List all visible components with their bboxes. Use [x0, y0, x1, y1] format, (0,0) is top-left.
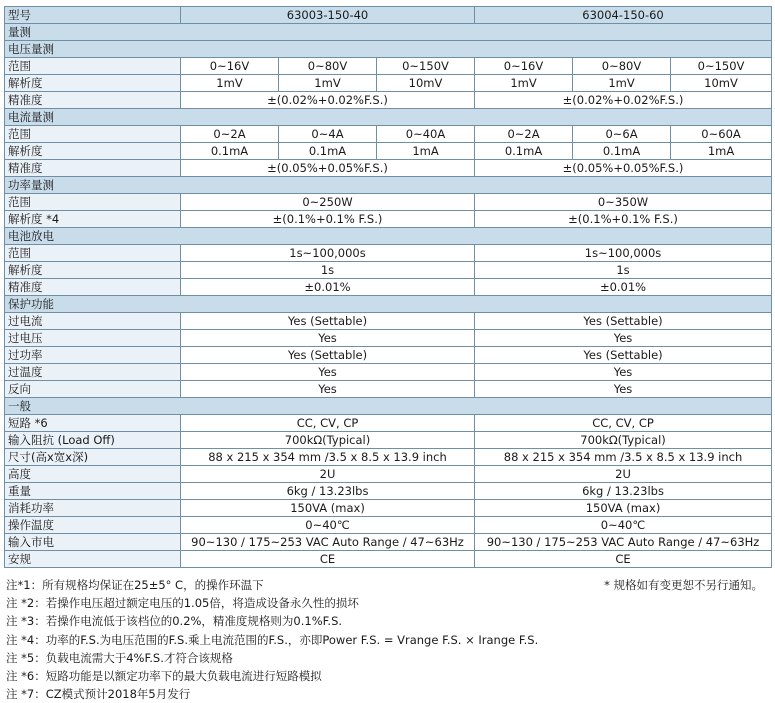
spec-value: 0.1mA [279, 143, 377, 160]
spec-value: 1mV [475, 75, 573, 92]
table-header-row [5, 7, 772, 24]
row-label: 范围 [5, 126, 181, 143]
table-row [5, 211, 772, 228]
spec-value: 1mA [377, 143, 475, 160]
row-label: 范围 [5, 58, 181, 75]
spec-value: 2U [181, 466, 475, 483]
spec-value: Yes (Settable) [181, 313, 475, 330]
spec-value: 0.1mA [573, 143, 671, 160]
spec-value: 1mA [671, 143, 772, 160]
spec-value: 150VA (max) [181, 500, 475, 517]
spec-value: 10mV [671, 75, 772, 92]
footnote: 注 *3：若操作电流低于该档位的0.2%，精准度规格则为0.1%F.S. [6, 614, 343, 629]
row-label: 解析度 *4 [5, 211, 181, 228]
footnote: 注 *4：功率的F.S.为电压范围的F.S.乘上电流范围的F.S.，亦即Power F.S. = Vrange F.S. × Irange F.S. [6, 632, 539, 647]
disclaimer: * 规格如有变更恕不另行通知。 [604, 578, 763, 592]
header-label: 型号 [5, 7, 181, 24]
spec-value: 90~130 / 175~253 VAC Auto Range / 47~63Hz [181, 534, 475, 551]
table-row [5, 364, 772, 381]
section-title: 量测 [5, 24, 772, 41]
section-row [5, 24, 772, 41]
table-row [5, 279, 772, 296]
table-row [5, 262, 772, 279]
row-label: 输入市电 [5, 534, 181, 551]
section-row [5, 398, 772, 415]
section-title: 电池放电 [5, 228, 772, 245]
spec-value: 1s [181, 262, 475, 279]
footnote: 注*1：所有规格均保证在25±5° C，的操作环温下 [6, 578, 264, 592]
table-row [5, 143, 772, 160]
table-row [5, 466, 772, 483]
spec-value: ±(0.1%+0.1% F.S.) [475, 211, 772, 228]
spec-value: 1mV [181, 75, 279, 92]
table-row [5, 58, 772, 75]
spec-value: CE [475, 551, 772, 568]
table-row [5, 347, 772, 364]
spec-value: 1s [475, 262, 772, 279]
section-title: 电压量测 [5, 41, 772, 58]
row-label: 高度 [5, 466, 181, 483]
row-label: 安规 [5, 551, 181, 568]
spec-value: 1mV [573, 75, 671, 92]
spec-value: ±(0.02%+0.02%F.S.) [181, 92, 475, 109]
section-title: 一般 [5, 398, 772, 415]
table-row [5, 534, 772, 551]
spec-value: 88 x 215 x 354 mm /3.5 x 8.5 x 13.9 inch [181, 449, 475, 466]
section-row [5, 109, 772, 126]
table-row [5, 330, 772, 347]
table-row [5, 483, 772, 500]
spec-value: CC, CV, CP [475, 415, 772, 432]
spec-value: 1s~100,000s [475, 245, 772, 262]
row-label: 精准度 [5, 279, 181, 296]
spec-value: 0~150V [377, 58, 475, 75]
spec-value: 150VA (max) [475, 500, 772, 517]
spec-value: ±0.01% [181, 279, 475, 296]
table-row [5, 313, 772, 330]
table-row [5, 500, 772, 517]
spec-value: 0~40℃ [181, 517, 475, 534]
table-row [5, 381, 772, 398]
spec-value: Yes [475, 330, 772, 347]
spec-value: 6kg / 13.23lbs [475, 483, 772, 500]
spec-value: 0~80V [279, 58, 377, 75]
spec-value: 88 x 215 x 354 mm /3.5 x 8.5 x 13.9 inch [475, 449, 772, 466]
spec-value: CE [181, 551, 475, 568]
row-label: 范围 [5, 194, 181, 211]
spec-value: 700kΩ(Typical) [181, 432, 475, 449]
spec-value: 700kΩ(Typical) [475, 432, 772, 449]
spec-value: 1s~100,000s [181, 245, 475, 262]
row-label: 输入阻抗 (Load Off) [5, 432, 181, 449]
spec-value: Yes (Settable) [475, 347, 772, 364]
table-row [5, 415, 772, 432]
spec-value: 0~150V [671, 58, 772, 75]
row-label: 消耗功率 [5, 500, 181, 517]
spec-value: 0~350W [475, 194, 772, 211]
footnote: 注 *7：CZ模式预计2018年5月发行 [6, 687, 191, 702]
table-row [5, 75, 772, 92]
spec-value: Yes [475, 381, 772, 398]
spec-value: ±(0.02%+0.02%F.S.) [475, 92, 772, 109]
table-row [5, 517, 772, 534]
row-label: 操作温度 [5, 517, 181, 534]
row-label: 反向 [5, 381, 181, 398]
spec-value: ±0.01% [475, 279, 772, 296]
spec-value: 0~2A [181, 126, 279, 143]
spec-value: CC, CV, CP [181, 415, 475, 432]
spec-value: 0~40℃ [475, 517, 772, 534]
row-label: 精准度 [5, 92, 181, 109]
row-label: 精准度 [5, 160, 181, 177]
spec-value: 0~6A [573, 126, 671, 143]
spec-value: 6kg / 13.23lbs [181, 483, 475, 500]
table-row [5, 432, 772, 449]
table-row [5, 245, 772, 262]
footnote: 注 *5：负载电流需大于4%F.S.才符合该规格 [6, 650, 233, 665]
row-label: 过功率 [5, 347, 181, 364]
table-row [5, 160, 772, 177]
table-row [5, 449, 772, 466]
spec-value: 0~80V [573, 58, 671, 75]
model-name-2: 63004-150-60 [475, 7, 772, 24]
spec-value: 0~16V [475, 58, 573, 75]
model-name-1: 63003-150-40 [181, 7, 475, 24]
spec-value: Yes [181, 381, 475, 398]
table-row [5, 194, 772, 211]
section-title: 保护功能 [5, 296, 772, 313]
spec-value: 90~130 / 175~253 VAC Auto Range / 47~63Hz [475, 534, 772, 551]
footnote: 注 *6：短路功能是以额定功率下的最大负载电流进行短路模拟 [6, 669, 322, 684]
spec-value: 0~16V [181, 58, 279, 75]
row-label: 范围 [5, 245, 181, 262]
table-row [5, 551, 772, 568]
spec-value: 0~2A [475, 126, 573, 143]
spec-value: Yes [475, 364, 772, 381]
row-label: 解析度 [5, 75, 181, 92]
spec-value: 0~60A [671, 126, 772, 143]
section-row [5, 228, 772, 245]
table-row [5, 92, 772, 109]
spec-value: 1mV [279, 75, 377, 92]
section-row [5, 41, 772, 58]
section-row [5, 177, 772, 194]
table-row [5, 126, 772, 143]
spec-value: 0~250W [181, 194, 475, 211]
section-title: 功率量测 [5, 177, 772, 194]
row-label: 重量 [5, 483, 181, 500]
spec-value: 0~4A [279, 126, 377, 143]
spec-table-body [5, 7, 772, 568]
row-label: 解析度 [5, 143, 181, 160]
spec-value: ±(0.05%+0.05%F.S.) [475, 160, 772, 177]
spec-value: Yes (Settable) [475, 313, 772, 330]
row-label: 过温度 [5, 364, 181, 381]
footnote: 注 *2：若操作电压超过额定电压的1.05倍，将造成设备永久性的损坏 [6, 596, 359, 611]
section-row [5, 296, 772, 313]
spec-value: 10mV [377, 75, 475, 92]
spec-value: Yes [181, 330, 475, 347]
spec-value: 0.1mA [181, 143, 279, 160]
row-label: 短路 *6 [5, 415, 181, 432]
row-label: 解析度 [5, 262, 181, 279]
spec-value: 0.1mA [475, 143, 573, 160]
row-label: 过电流 [5, 313, 181, 330]
spec-value: 2U [475, 466, 772, 483]
spec-value: Yes [181, 364, 475, 381]
spec-value: Yes (Settable) [181, 347, 475, 364]
spec-value: ±(0.1%+0.1% F.S.) [181, 211, 475, 228]
row-label: 过电压 [5, 330, 181, 347]
section-title: 电流量测 [5, 109, 772, 126]
footnotes [6, 576, 769, 703]
spec-value: ±(0.05%+0.05%F.S.) [181, 160, 475, 177]
row-label: 尺寸(高x宽x深) [5, 449, 181, 466]
spec-value: 0~40A [377, 126, 475, 143]
spec-table [4, 6, 772, 568]
